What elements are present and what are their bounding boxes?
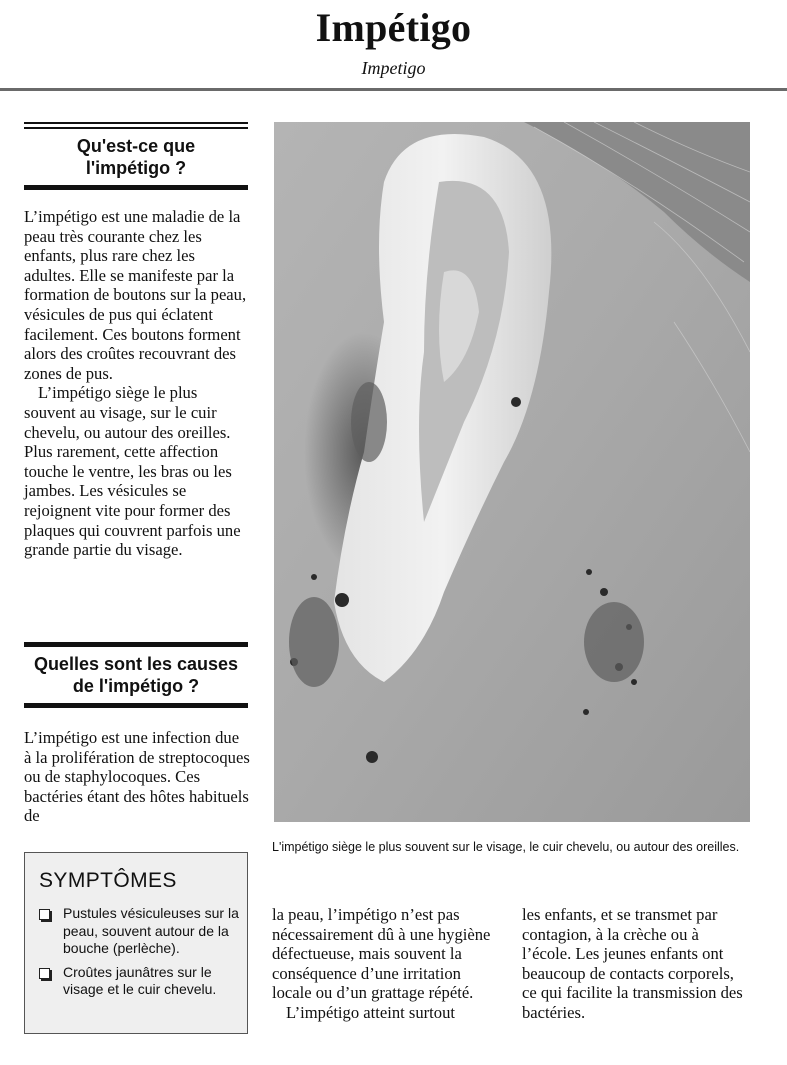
paragraph: la peau, l’impétigo n’est pas nécessairement dû à une hygiène défectueuse, mais souvent la conséquence d’une irritation locale ou d’un grattage répété.	[272, 905, 491, 1003]
section-body-causes	[24, 728, 250, 826]
paragraph: L’impétigo atteint surtout	[286, 1002, 455, 1022]
ear-impetigo-photo	[274, 122, 750, 822]
section-title: Quelles sont les causes de l'impétigo ?	[33, 654, 239, 696]
paragraph: L’impétigo est une maladie de la peau très courante chez les enfants, plus rare chez les adultes. Elle se manifeste par la formation de boutons sur la peau, vésicules de pus qui éclatent facilement. Ces boutons forment alors des croûtes recouvrant des zones de pus.	[24, 207, 247, 383]
checkbox-icon	[39, 909, 50, 920]
column-middle	[272, 905, 504, 1023]
paragraph: L’impétigo est une infection due à la prolifération de streptocoques ou de staphylocoques. Ces bactéries étant des hôtes habituels de	[24, 728, 250, 826]
symptoms-title: SYMPTÔMES	[39, 869, 177, 892]
section-body-what-is	[24, 207, 250, 560]
page-subtitle: Impetigo	[361, 58, 426, 78]
divider	[24, 703, 248, 708]
column-right	[522, 905, 752, 1023]
section-heading-causes	[24, 642, 248, 708]
section-title: Qu'est-ce que l'impétigo ?	[76, 136, 196, 178]
paragraph: L’impétigo siège le plus souvent au visage, sur le cuir chevelu, ou autour des oreilles. Plus rarement, cette affection touche le ventre, les bras ou les jambes. Les vésicules se rejoignent vite pour former des plaques qui couvrent parfois une grande partie du visage.	[24, 383, 241, 560]
symptoms-box	[24, 852, 248, 1034]
divider	[24, 185, 248, 190]
symptoms-list	[39, 905, 243, 1005]
page-header	[0, 0, 787, 88]
page-title: Impétigo	[315, 5, 472, 50]
photo-caption: L'impétigo siège le plus souvent sur le visage, le cuir chevelu, ou autour des oreilles.	[272, 840, 740, 854]
section-heading-what-is	[24, 122, 248, 190]
list-item: Croûtes jaunâtres sur le visage et le cuir chevelu.	[39, 964, 243, 999]
checkbox-icon	[39, 968, 50, 979]
paragraph: les enfants, et se transmet par contagion, à la crèche ou à l’école. Les jeunes enfants ont beaucoup de contacts corporels, ce qui facilite la transmission des bactéries.	[522, 905, 743, 1022]
header-divider	[0, 88, 787, 91]
list-item: Pustules vésiculeuses sur la peau, souvent autour de la bouche (perlèche).	[39, 905, 243, 958]
